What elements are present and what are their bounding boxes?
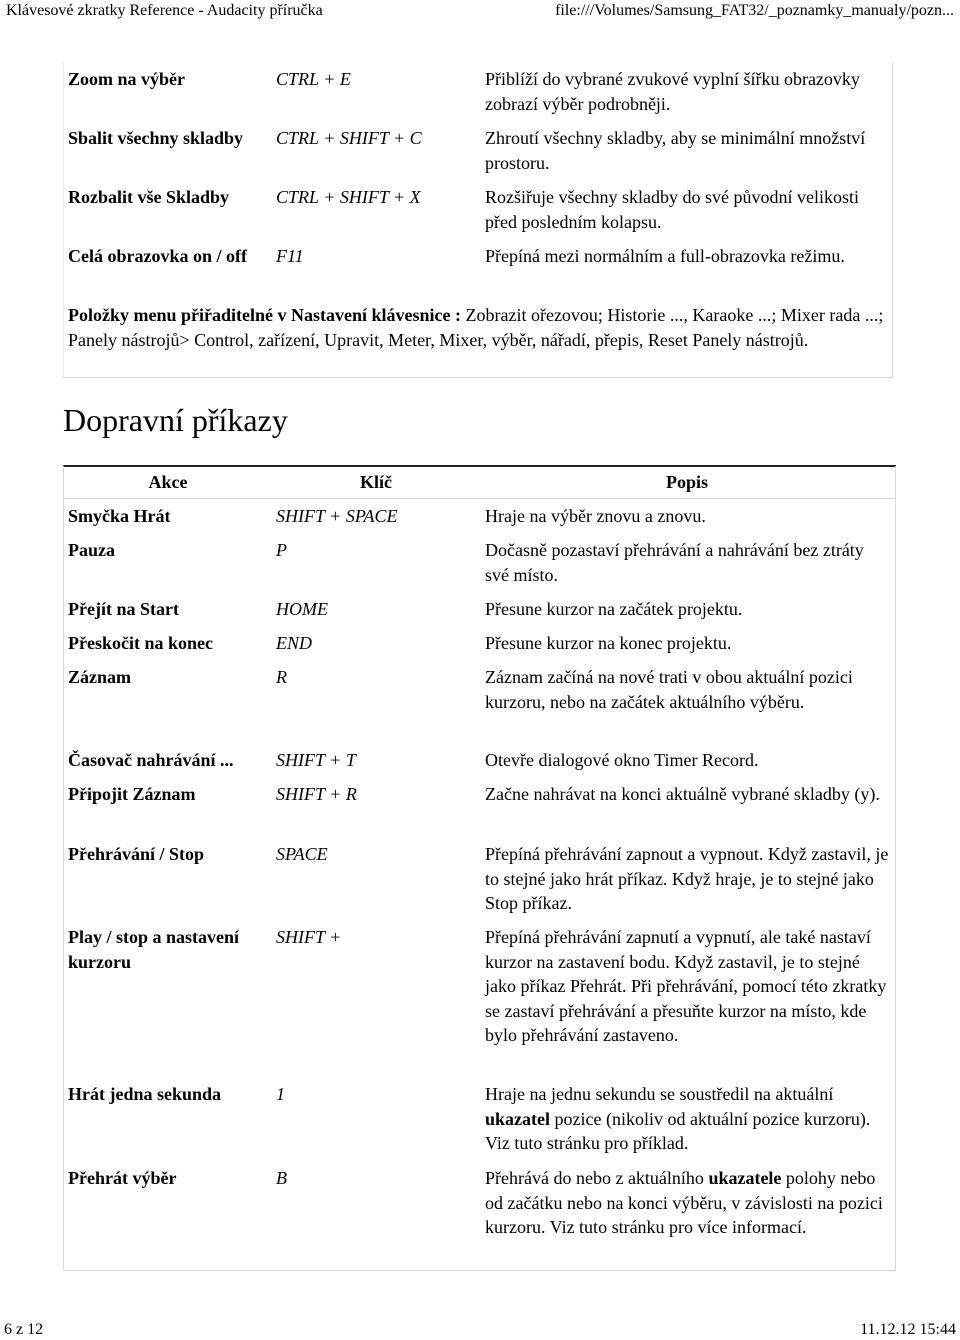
desc-cell: Přiblíží do vybrané zvukové vyplní šířku obrazovky zobrazí výběr podrobněji. (485, 69, 860, 114)
action-cell: Smyčka Hrát (68, 506, 171, 526)
action-cell: Celá obrazovka on / off (68, 246, 247, 266)
action-cell: Play / stop a nastavení kurzoru (68, 927, 240, 972)
desc-cell: Zhroutí všechny skladby, aby se minimální množství prostoru. (485, 128, 866, 173)
key-cell: SPACE (276, 844, 328, 864)
desc-cell (485, 1166, 890, 1240)
key-cell: CTRL + E (276, 69, 351, 89)
key-cell: SHIFT + R (276, 784, 357, 804)
action-cell: Zoom na výběr (68, 69, 185, 89)
desc-cell: Přepíná přehrávání zapnout a vypnout. Když zastavil, je to stejné jako hrát příkaz. Když hraje, je to stejné jako Stop příkaz. (485, 844, 889, 913)
key-cell: SHIFT + SPACE (276, 506, 398, 526)
action-cell: Záznam (68, 667, 131, 687)
note-text: Zobrazit ořezovou; Historie ..., Karaoke ...; Mixer rada ...; Panely nástrojů> Control, zařízení, Upravit, Meter, Mixer, výběr, nářadí, přepis, Reset Panely nástrojů. (68, 305, 884, 350)
menu-assignable-note (68, 303, 888, 352)
page-title: Klávesové zkratky Reference - Audacity příručka (6, 2, 323, 19)
print-datetime: 11.12.12 15:44 (860, 1321, 956, 1338)
header-action: Akce (148, 472, 188, 492)
browser-header (0, 0, 960, 24)
action-cell: Přehrávání / Stop (68, 844, 205, 864)
page-number: 6 z 12 (4, 1321, 44, 1338)
desc-text: polohy nebo od začátku nebo na konci výběru, v závislosti na pozici kurzoru. Viz tuto stránku pro více informací. (485, 1168, 883, 1237)
desc-bold-term: ukazatele (708, 1168, 782, 1188)
desc-cell: Záznam začíná na nové trati v obou aktuální pozici kurzoru, nebo na začátek aktuálního výběru. (485, 667, 853, 712)
desc-cell: Otevře dialogové okno Timer Record. (485, 750, 759, 770)
desc-cell (485, 1082, 890, 1156)
desc-cell: Začne nahrávat na konci aktuálně vybrané skladby (y). (485, 784, 880, 804)
header-description: Popis (665, 472, 708, 492)
desc-cell: Přepíná mezi normálním a full-obrazovka režimu. (485, 246, 845, 266)
desc-text: Přehrává do nebo z aktuálního (485, 1168, 709, 1188)
desc-cell: Přesune kurzor na začátek projektu. (485, 599, 743, 619)
header-divider (64, 498, 895, 499)
action-cell: Hrát jedna sekunda (68, 1084, 222, 1104)
action-cell: Přeskočit na konec (68, 633, 213, 653)
key-cell: CTRL + SHIFT + X (276, 187, 421, 207)
action-cell: Přehrát výběr (68, 1168, 177, 1188)
key-cell: CTRL + SHIFT + C (276, 128, 422, 148)
desc-text: pozice (nikoliv od aktuální pozice kurzoru). Viz tuto stránku pro příklad. (485, 1108, 871, 1153)
key-cell: HOME (276, 599, 328, 619)
key-cell: SHIFT + (276, 927, 342, 947)
desc-cell: Dočasně pozastaví přehrávání a nahrávání bez ztráty své místo. (485, 540, 864, 585)
desc-cell: Hraje na výběr znovu a znovu. (485, 506, 706, 526)
header-key: Klíč (360, 472, 392, 492)
key-cell: END (276, 633, 312, 653)
desc-cell: Rozšiřuje všechny skladby do své původní velikosti před posledním kolapsu. (485, 187, 859, 232)
action-cell: Sbalit všechny skladby (68, 128, 244, 148)
key-cell: P (276, 540, 287, 560)
section-heading: Dopravní příkazy (63, 402, 288, 438)
key-cell: SHIFT + T (276, 750, 356, 770)
print-footer (0, 1318, 960, 1338)
action-cell: Připojit Záznam (68, 784, 196, 804)
action-cell: Rozbalit vše Skladby (68, 187, 230, 207)
action-cell: Pauza (68, 540, 115, 560)
key-cell: B (276, 1168, 287, 1188)
key-cell: F11 (276, 246, 304, 266)
action-cell: Přejít na Start (68, 599, 179, 619)
key-cell: R (276, 667, 287, 687)
desc-text: Hraje na jednu sekundu se soustředil na aktuální (485, 1084, 834, 1104)
desc-bold-term: ukazatel (485, 1108, 550, 1129)
desc-cell: Přesune kurzor na konec projektu. (485, 633, 732, 653)
page-url: file:///Volumes/Samsung_FAT32/_poznamky_manualy/pozn... (555, 2, 954, 19)
desc-cell: Přepíná přehrávání zapnutí a vypnutí, ale také nastaví kurzor na zastavení bodu. Když zastavil, je to stejné jako příkaz Přehrát. Při přehrávání, pomocí této zkratky se zastaví přehrávání a přesuňte kurzor na místo, kde bylo přehrávání zastaveno. (485, 927, 887, 1045)
action-cell: Časovač nahrávání ... (68, 750, 234, 770)
key-cell: 1 (276, 1084, 285, 1104)
note-heading: Položky menu přiřaditelné v Nastavení klávesnice : (68, 305, 461, 325)
